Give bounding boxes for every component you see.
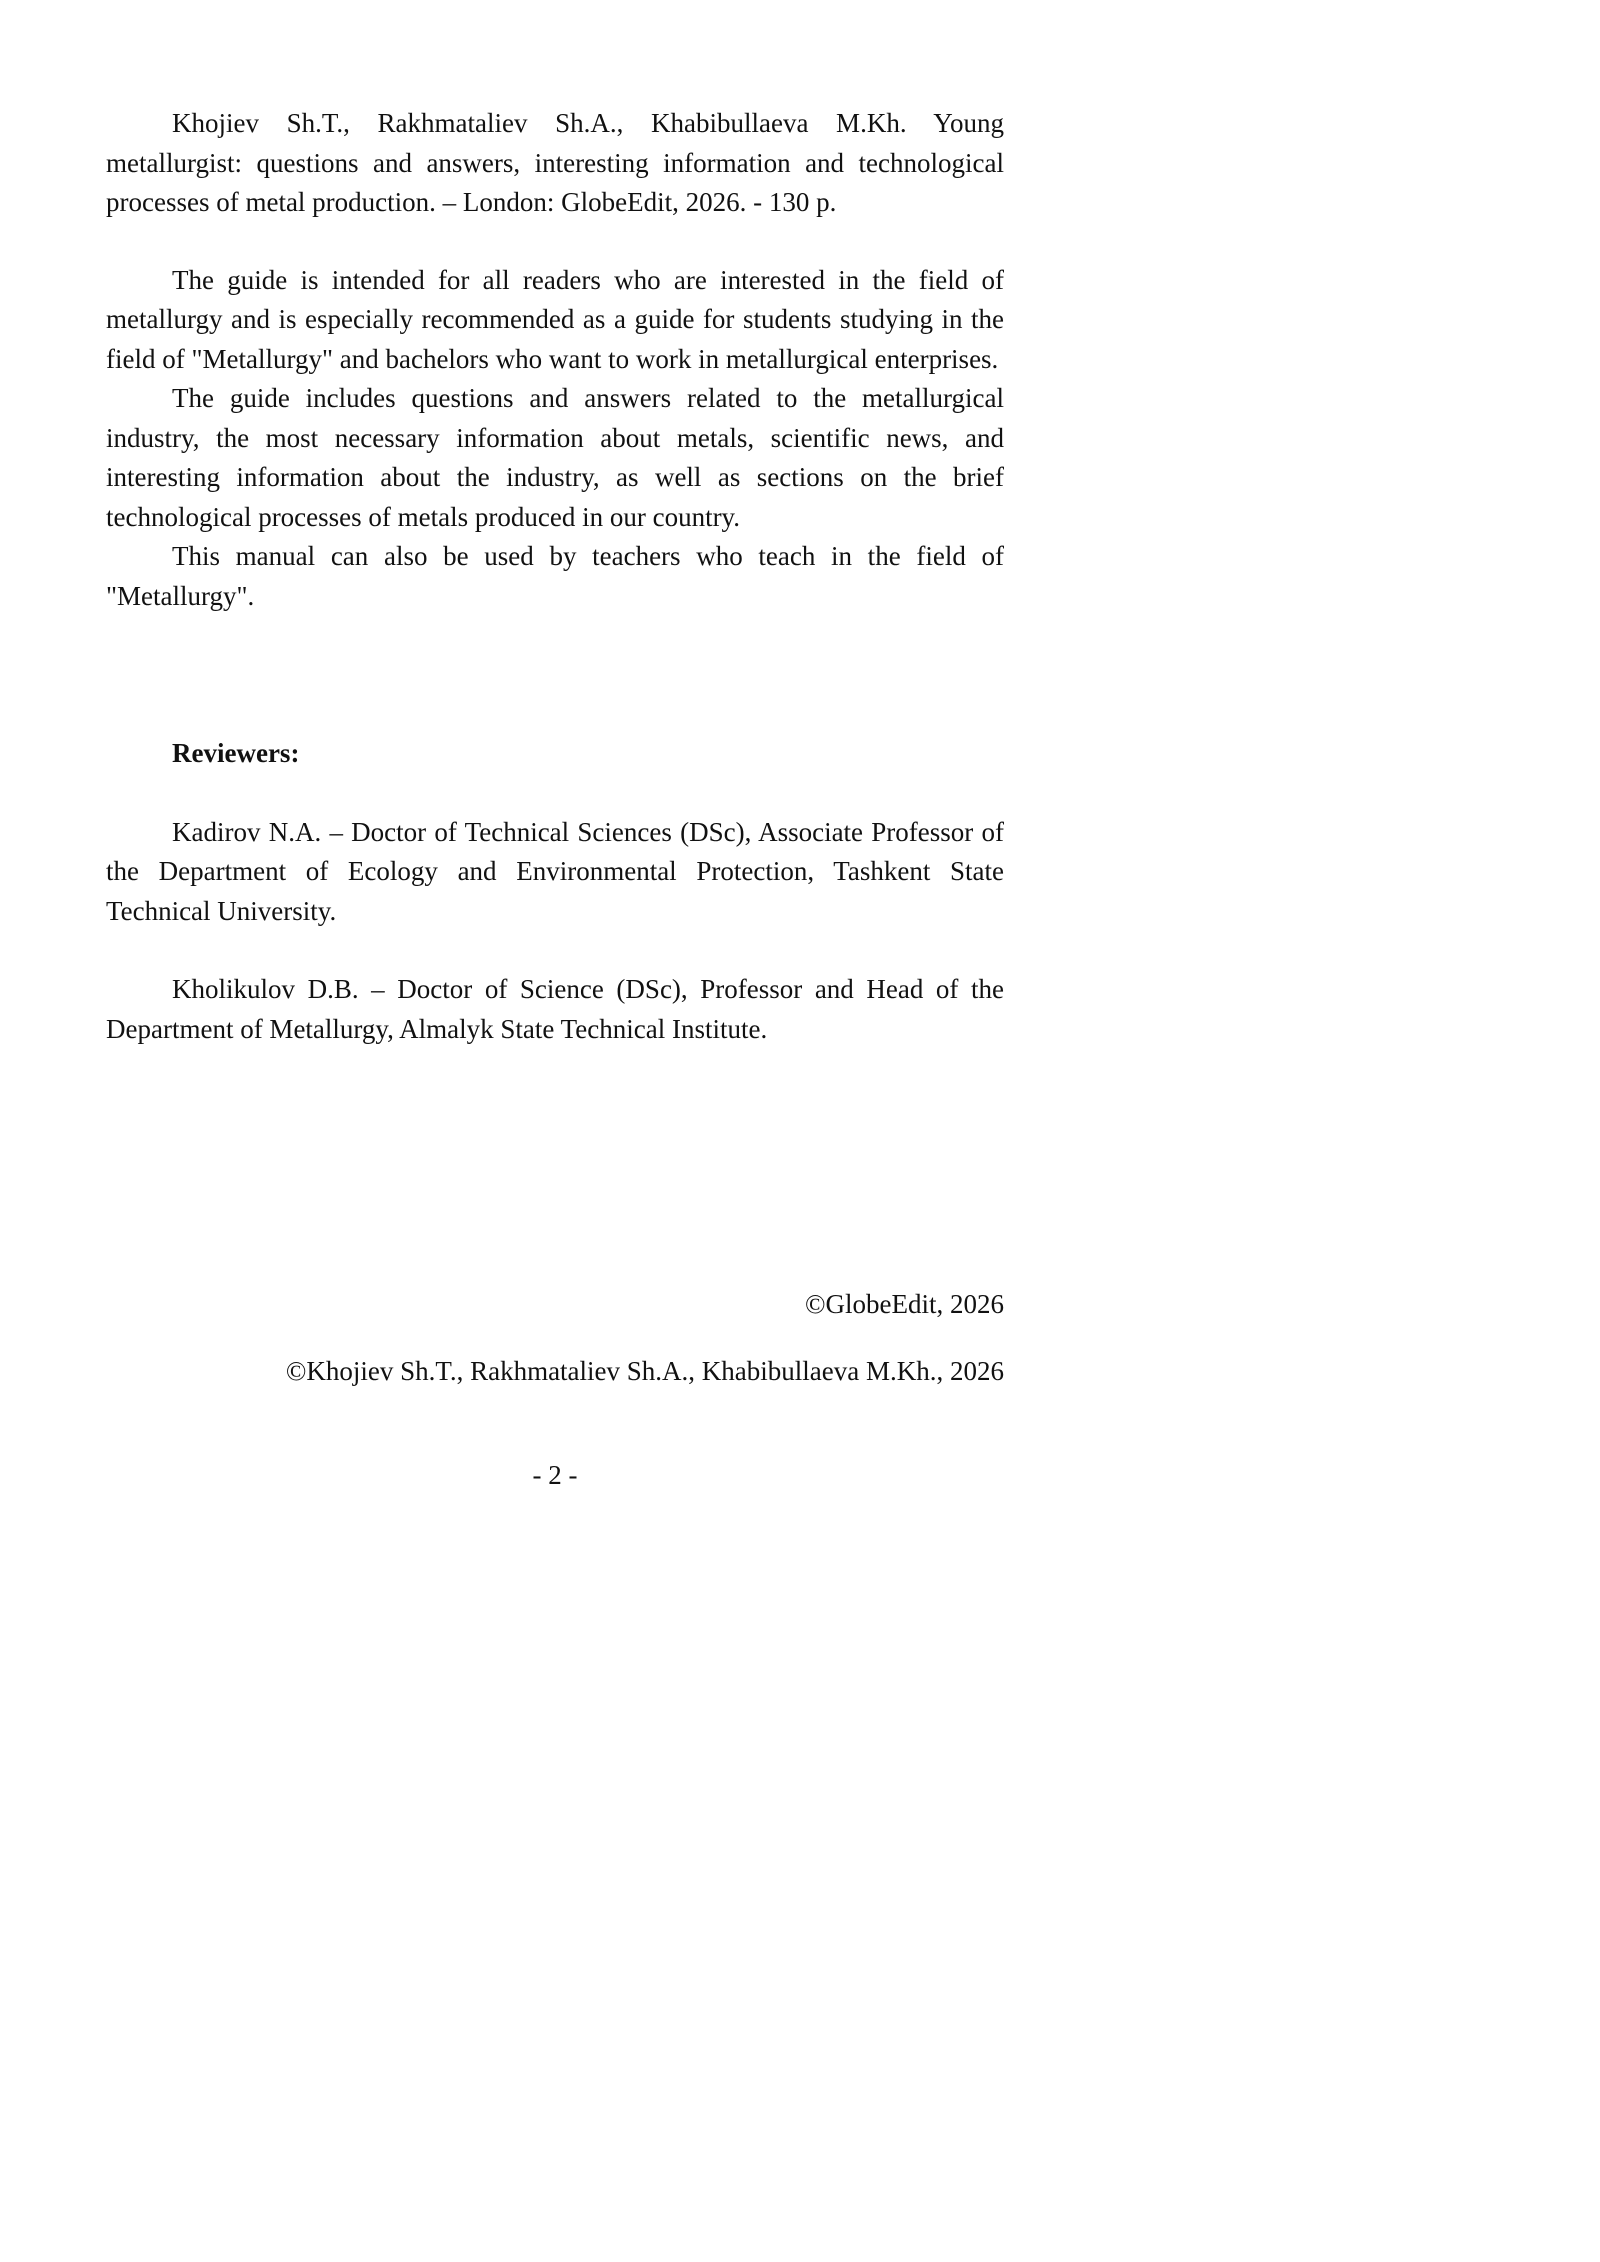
- reviewers-heading: Reviewers:: [172, 738, 300, 768]
- document-page: [106, 104, 1004, 1391]
- reviewer-entry-2: Kholikulov D.B. – Doctor of Science (DSc), Professor and Head of the Department of Metallurgy, Almalyk State Technical Institute.: [106, 974, 1004, 1044]
- copyright-authors: ©Khojiev Sh.T., Rakhmataliev Sh.A., Khabibullaeva M.Kh., 2026: [285, 1355, 1004, 1386]
- spacer: [106, 223, 1004, 261]
- description-paragraph-1: The guide is intended for all readers who are interested in the field of metallurgy and is especially recommended as a guide for students studying in the field of "Metallurgy" and bachelors who want to work in metallurgical enterprises.: [106, 264, 1004, 374]
- spacer: [106, 616, 1004, 734]
- citation-paragraph: Khojiev Sh.T., Rakhmataliev Sh.A., Khabibullaeva M.Kh. Young metallurgist: questions and answers, interesting information and technological processes of metal production. – London: GlobeEdit, 2026. - 130 p.: [106, 108, 1004, 217]
- spacer: [106, 1167, 1004, 1285]
- description-paragraph-2: The guide includes questions and answers related to the metallurgical industry, the most necessary information about metals, scientific news, and interesting information about the industry, as well as sections on the brief technological processes of metals produced in our country.: [106, 383, 1004, 532]
- copyright-publisher: ©GlobeEdit, 2026: [805, 1289, 1004, 1319]
- spacer: [106, 1325, 1004, 1352]
- spacer: [106, 774, 1004, 813]
- reviewer-entry-1: Kadirov N.A. – Doctor of Technical Sciences (DSc), Associate Professor of the Department of Ecology and Environmental Protection, Tashkent State Technical University.: [106, 816, 1004, 926]
- spacer: [106, 1049, 1004, 1167]
- page-number: - 2 -: [532, 1460, 578, 1490]
- spacer: [106, 931, 1004, 970]
- description-paragraph-3: This manual can also be used by teachers who teach in the field of "Metallurgy".: [106, 541, 1004, 611]
